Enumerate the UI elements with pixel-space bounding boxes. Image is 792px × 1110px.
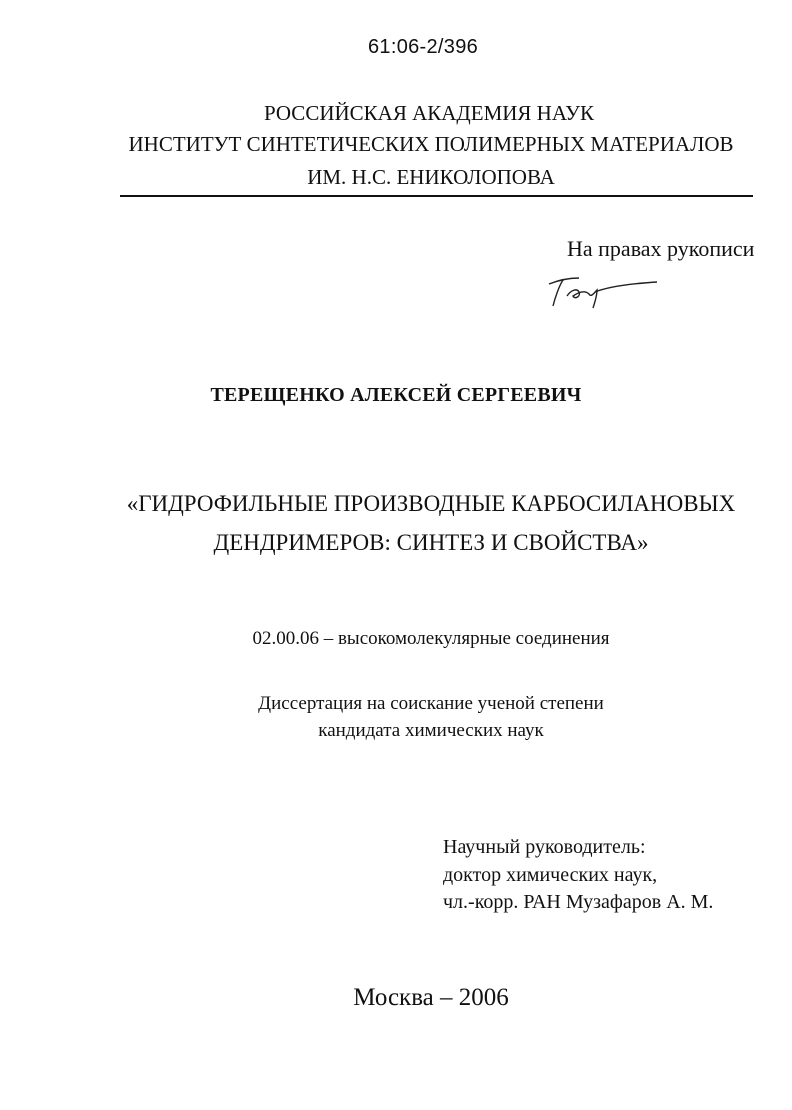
supervisor-label: Научный руководитель: xyxy=(443,836,646,858)
thesis-title-line-1: «ГИДРОФИЛЬНЫЕ ПРОИЗВОДНЫЕ КАРБОСИЛАНОВЫХ xyxy=(126,491,736,516)
header-divider xyxy=(120,195,753,197)
institution-line-1: РОССИЙСКАЯ АКАДЕМИЯ НАУК xyxy=(263,101,595,125)
supervisor-name: чл.-корр. РАН Музафаров А. М. xyxy=(443,891,714,913)
institution-line-2: ИНСТИТУТ СИНТЕТИЧЕСКИХ ПОЛИМЕРНЫХ МАТЕРИАЛОВ xyxy=(128,132,734,156)
degree-line-2: кандидата химических наук xyxy=(318,720,544,741)
catalog-number: 61:06-2/396 xyxy=(368,36,479,58)
thesis-title-line-2: ДЕНДРИМЕРОВ: СИНТЕЗ И СВОЙСТВА» xyxy=(213,530,649,555)
institution-line-3: ИМ. Н.С. ЕНИКОЛОПОВА xyxy=(307,165,555,189)
supervisor-degree: доктор химических наук, xyxy=(443,864,658,886)
rights-note: На правах рукописи xyxy=(567,236,755,261)
place-and-year: Москва – 2006 xyxy=(353,984,509,1011)
specialty-code: 02.00.06 – высокомолекулярные соединения xyxy=(252,628,610,649)
handwritten-signature xyxy=(545,270,660,315)
author-name: ТЕРЕЩЕНКО АЛЕКСЕЙ СЕРГЕЕВИЧ xyxy=(210,384,582,406)
degree-line-1: Диссертация на соискание ученой степени xyxy=(258,693,604,714)
